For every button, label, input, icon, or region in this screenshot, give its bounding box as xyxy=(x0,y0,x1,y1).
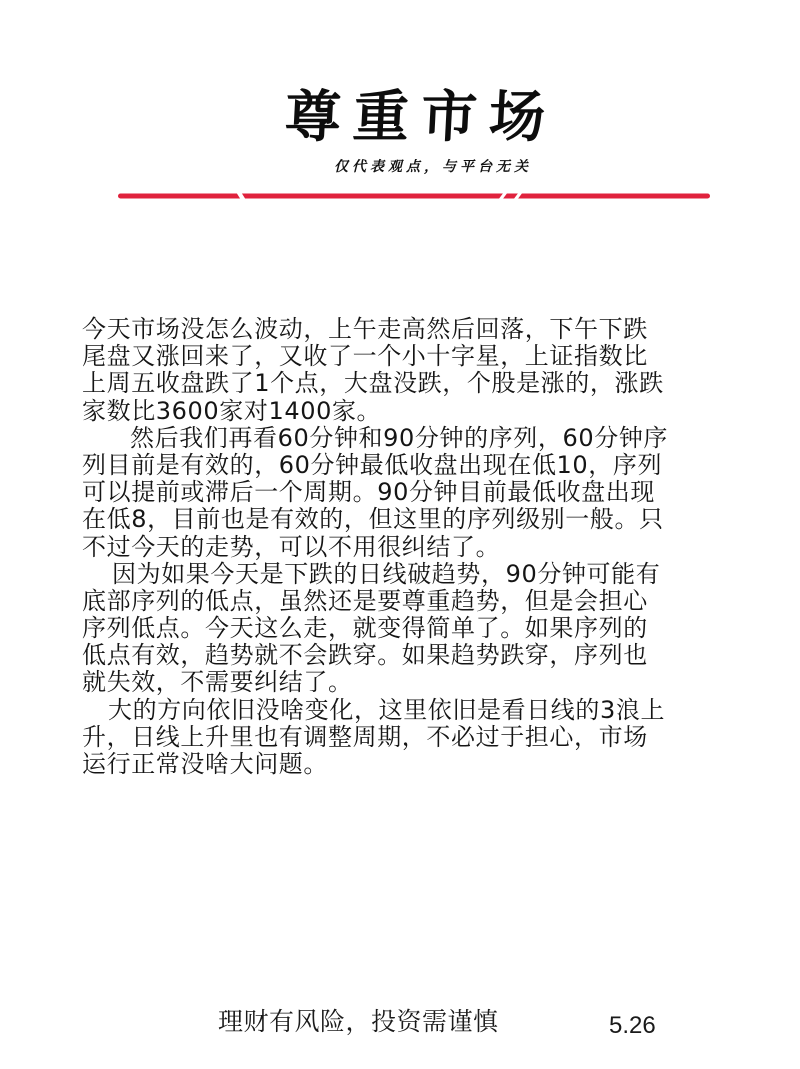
article-body xyxy=(82,316,772,778)
title-divider xyxy=(118,193,710,199)
page-title: 尊重市场 xyxy=(283,84,559,150)
paragraph-2-line: 在低8，目前也是有效的，但这里的序列级别一般。只 xyxy=(82,505,664,534)
footer xyxy=(0,1004,800,1044)
paragraph-3-line: 因为如果今天是下跌的日线破趋势，90分钟可能有 xyxy=(112,559,661,588)
paragraph-4-line: 大的方向依旧没啥变化，这里依旧是看日线的3浪上 xyxy=(108,695,666,724)
paragraph-3-line: 底部序列的低点，虽然还是要尊重趋势，但是会担心 xyxy=(82,586,648,615)
paragraph-1-line: 上周五收盘跌了1个点，大盘没跌，个股是涨的，涨跌 xyxy=(82,369,664,398)
page-subtitle: 仅代表观点，与平台无关 xyxy=(334,159,532,175)
paragraph-2-line: 不过今天的走势，可以不用很纠结了。 xyxy=(82,532,501,561)
paragraph-1-line: 家数比3600家对1400家。 xyxy=(82,396,382,425)
paragraph-1-line: 今天市场没怎么波动，上午走高然后回落，下午下跌 xyxy=(82,315,648,343)
paragraph-3-line: 序列低点。今天这么走，就变得简单了。如果序列的 xyxy=(82,614,648,643)
paragraph-2-line: 列目前是有效的，60分钟最低收盘出现在低10，序列 xyxy=(82,450,663,479)
paragraph-3-line: 就失效，不需要纠结了。 xyxy=(82,668,353,697)
paragraph-4-line: 升，日线上升里也有调整周期，不必过于担心，市场 xyxy=(82,722,648,751)
post-date: 5.26 xyxy=(609,1012,656,1039)
paragraph-3-line: 低点有效，趋势就不会跌穿。如果趋势跌穿，序列也 xyxy=(82,641,648,670)
divider-line-icon xyxy=(118,193,710,199)
paragraph-2-line: 然后我们再看60分钟和90分钟的序列，60分钟序 xyxy=(130,423,669,452)
paragraph-2-line: 可以提前或滞后一个周期。90分钟目前最低收盘出现 xyxy=(82,478,655,507)
paragraph-1-line: 尾盘又涨回来了，又收了一个小十字星，上证指数比 xyxy=(82,342,648,371)
paragraph-4-line: 运行正常没啥大问题。 xyxy=(82,750,328,778)
risk-disclaimer: 理财有风险，投资需谨慎 xyxy=(218,1007,499,1036)
